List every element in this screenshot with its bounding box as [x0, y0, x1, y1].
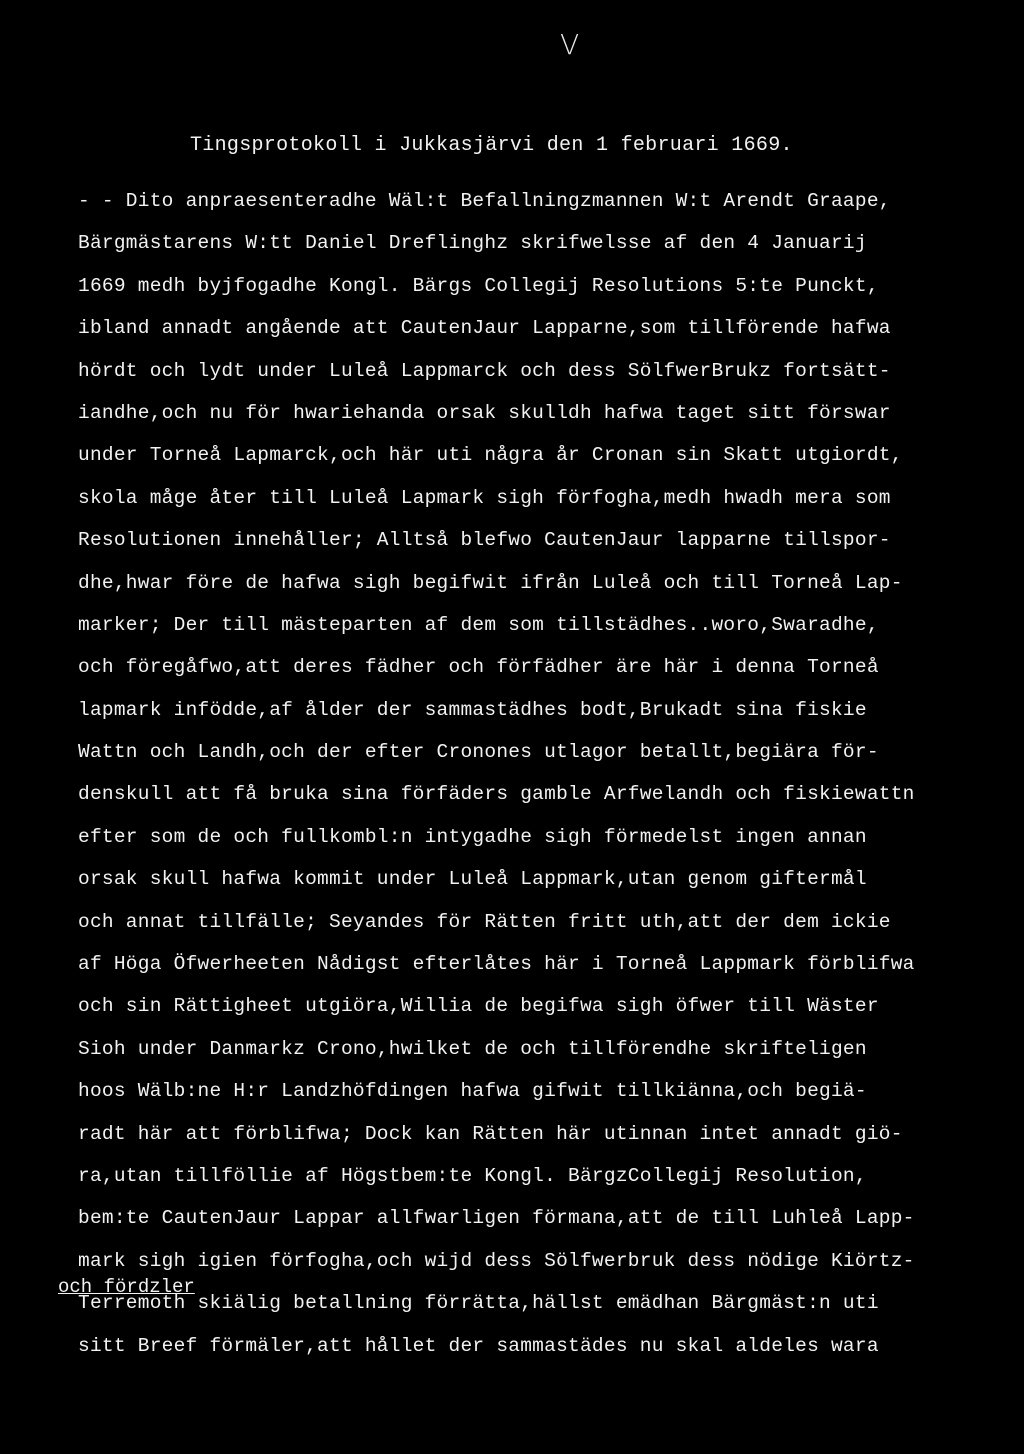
- text-line: och sin Rättigheet utgiöra,Willia de begifwa sigh öfwer till Wäster: [78, 995, 879, 1018]
- text-line: mark sigh igien förfogha,och wijd dess Sölfwerbruk dess nödige Kiörtz-: [78, 1249, 915, 1272]
- text-line: skola måge åter till Luleå Lapmark sigh förfogha,medh hwadh mera som: [78, 486, 891, 509]
- text-line: radt här att förblifwa; Dock kan Rätten här utinnan intet annadt giö-: [78, 1122, 903, 1145]
- text-line: och föregåfwo,att deres fädher och förfädher äre här i denna Torneå: [78, 656, 879, 679]
- text-line: ra,utan tillföllie af Högstbem:te Kongl. BärgzCollegij Resolution,: [78, 1164, 867, 1187]
- text-line: - - Dito anpraesenteradhe Wäl:t Befallningzmannen W:t Arendt Graape,: [78, 190, 891, 212]
- page-marker: V: [560, 28, 580, 61]
- text-line: dhe,hwar före de hafwa sigh begifwit ifrån Luleå och till Torneå Lap-: [78, 571, 903, 594]
- text-line: ibland annadt angående att CautenJaur Lapparne,som tillförende hafwa: [78, 317, 891, 340]
- text-line: efter som de och fullkombl:n intygadhe sigh förmedelst ingen annan: [78, 825, 867, 848]
- text-line: orsak skull hafwa kommit under Luleå Lappmark,utan genom giftermål: [78, 868, 867, 891]
- text-line: bem:te CautenJaur Lappar allfwarligen förmana,att de till Luhleå Lapp-: [78, 1207, 915, 1230]
- margin-note: och fördzler: [58, 1276, 195, 1298]
- text-line: Sioh under Danmarkz Crono,hwilket de och tillförendhe skrifteligen: [78, 1037, 867, 1060]
- text-line: marker; Der till mästeparten af dem som tillstädhes..woro,Swaradhe,: [78, 613, 879, 636]
- text-line: sitt Breef förmäler,att hållet der sammastädes nu skal aldeles wara: [78, 1334, 879, 1357]
- text-line: Wattn och Landh,och der efter Cronones utlagor betallt,begiära för-: [78, 741, 879, 764]
- text-line: Bärgmästarens W:tt Daniel Dreflinghz skrifwelsse af den 4 Januarij: [78, 232, 867, 255]
- text-line: lapmark infödde,af ålder der sammastädhes bodt,Brukadt sina fiskie: [78, 698, 867, 721]
- text-line: hoos Wälb:ne H:r Landzhöfdingen hafwa gifwit tillkiänna,och begiä-: [78, 1080, 867, 1103]
- document-body: [78, 186, 978, 1373]
- text-line: hördt och lydt under Luleå Lappmarck och dess SölfwerBrukz fortsätt-: [78, 359, 891, 382]
- text-line: under Torneå Lapmarck,och här uti några år Cronan sin Skatt utgiordt,: [78, 444, 903, 467]
- document-title: Tingsprotokoll i Jukkasjärvi den 1 februari 1669.: [190, 134, 793, 157]
- text-line: och annat tillfälle; Seyandes för Rätten fritt uth,att der dem ickie: [78, 910, 891, 933]
- text-line: 1669 medh byjfogadhe Kongl. Bärgs Collegij Resolutions 5:te Punckt,: [78, 274, 879, 297]
- text-line: af Höga Öfwerheeten Nådigst efterlåtes här i Torneå Lappmark förblifwa: [78, 953, 915, 976]
- text-line: Resolutionen innehåller; Alltså blefwo CautenJaur lapparne tillspor-: [78, 529, 891, 552]
- text-line: Terremoth skiälig betallning förrätta,hällst emädhan Bärgmäst:n uti: [78, 1292, 879, 1315]
- text-line: iandhe,och nu för hwariehanda orsak skulldh hafwa taget sitt förswar: [78, 401, 891, 424]
- text-line: denskull att få bruka sina förfäders gamble Arfwelandh och fiskiewattn: [78, 783, 915, 806]
